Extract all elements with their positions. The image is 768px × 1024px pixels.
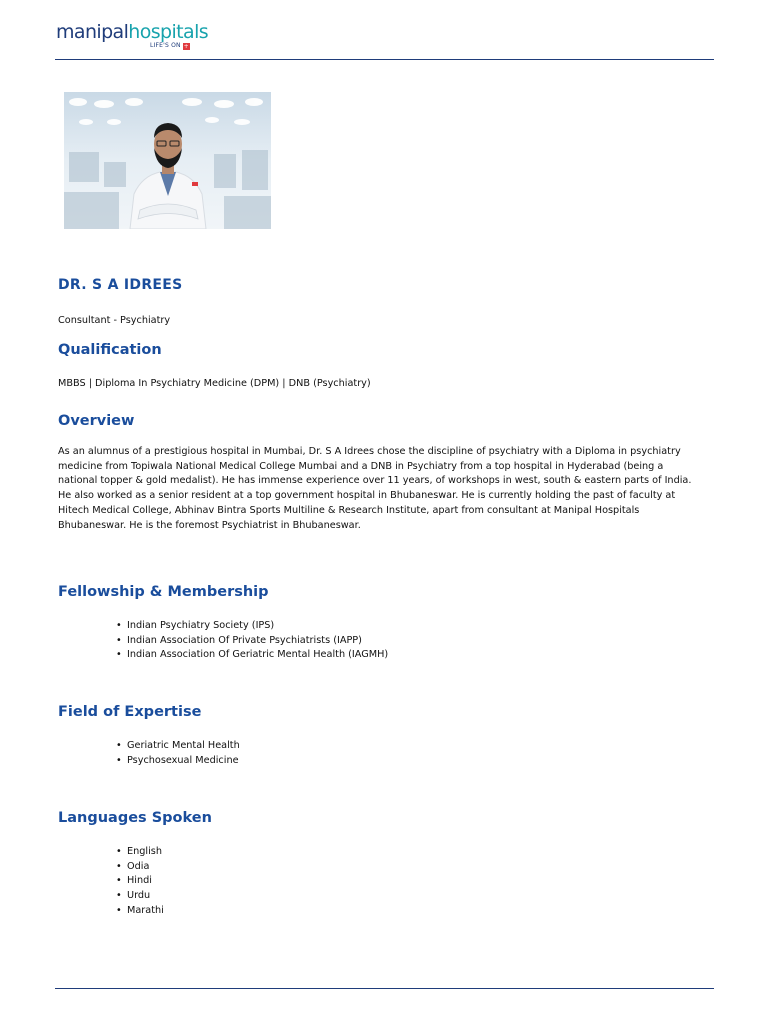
fellowship-list [115,619,388,663]
overview-text: As an alumnus of a prestigious hospital in Mumbai, Dr. S A Idrees chose the discipline of psychiatry with a Diploma in psychiatry medicine from Topiwala National Medical College Mumbai and a DNB in Psychiatry from a top hospital in Hyderabad (being a national topper & gold medalist). He has immense experience over 11 years, of workshops in west, south & eastern parts of India. He also worked as a senior resident at a top government hospital in Bhubaneswar. He is currently holding the past of faculty at Hitech Medical College, Abhinav Bintra Sports Multiline & Research Institute, apart from consultant at Manipal Hospitals Bhubaneswar. He is the foremost Psychiatrist in Bhubaneswar. [58,446,692,531]
header-divider [55,59,714,60]
fellowship-heading: Fellowship & Membership [58,584,269,600]
doctor-name: DR. S A IDREES [58,277,183,293]
list-item: • Hindi [115,874,164,889]
manipal-hospitals-logo [56,20,216,54]
list-item: • Indian Psychiatry Society (IPS) [115,619,388,634]
expertise-heading: Field of Expertise [58,704,202,720]
list-item: • English [115,845,164,860]
qualification-heading: Qualification [58,342,162,358]
expertise-list [115,739,240,768]
list-item: • Indian Association Of Geriatric Mental Health (IAGMH) [115,648,388,663]
list-item: • Psychosexual Medicine [115,754,240,769]
doctor-photo [64,92,271,229]
doctor-designation: Consultant - Psychiatry [58,315,171,326]
medical-cross-icon: + [183,43,189,50]
list-item: • Indian Association Of Private Psychiatrists (IAPP) [115,634,388,649]
qualification-text: MBBS | Diploma In Psychiatry Medicine (DPM) | DNB (Psychiatry) [58,378,371,389]
list-item: • Geriatric Mental Health [115,739,240,754]
footer-divider [55,988,714,989]
list-item: • Odia [115,860,164,875]
list-item: • Urdu [115,889,164,904]
overview-heading: Overview [58,413,135,429]
logo-tagline: LIFE'S ON + [150,42,189,50]
languages-list [115,845,164,919]
logo-wordmark: manipalhospitals [56,21,209,43]
list-item: • Marathi [115,904,164,919]
languages-heading: Languages Spoken [58,810,212,826]
